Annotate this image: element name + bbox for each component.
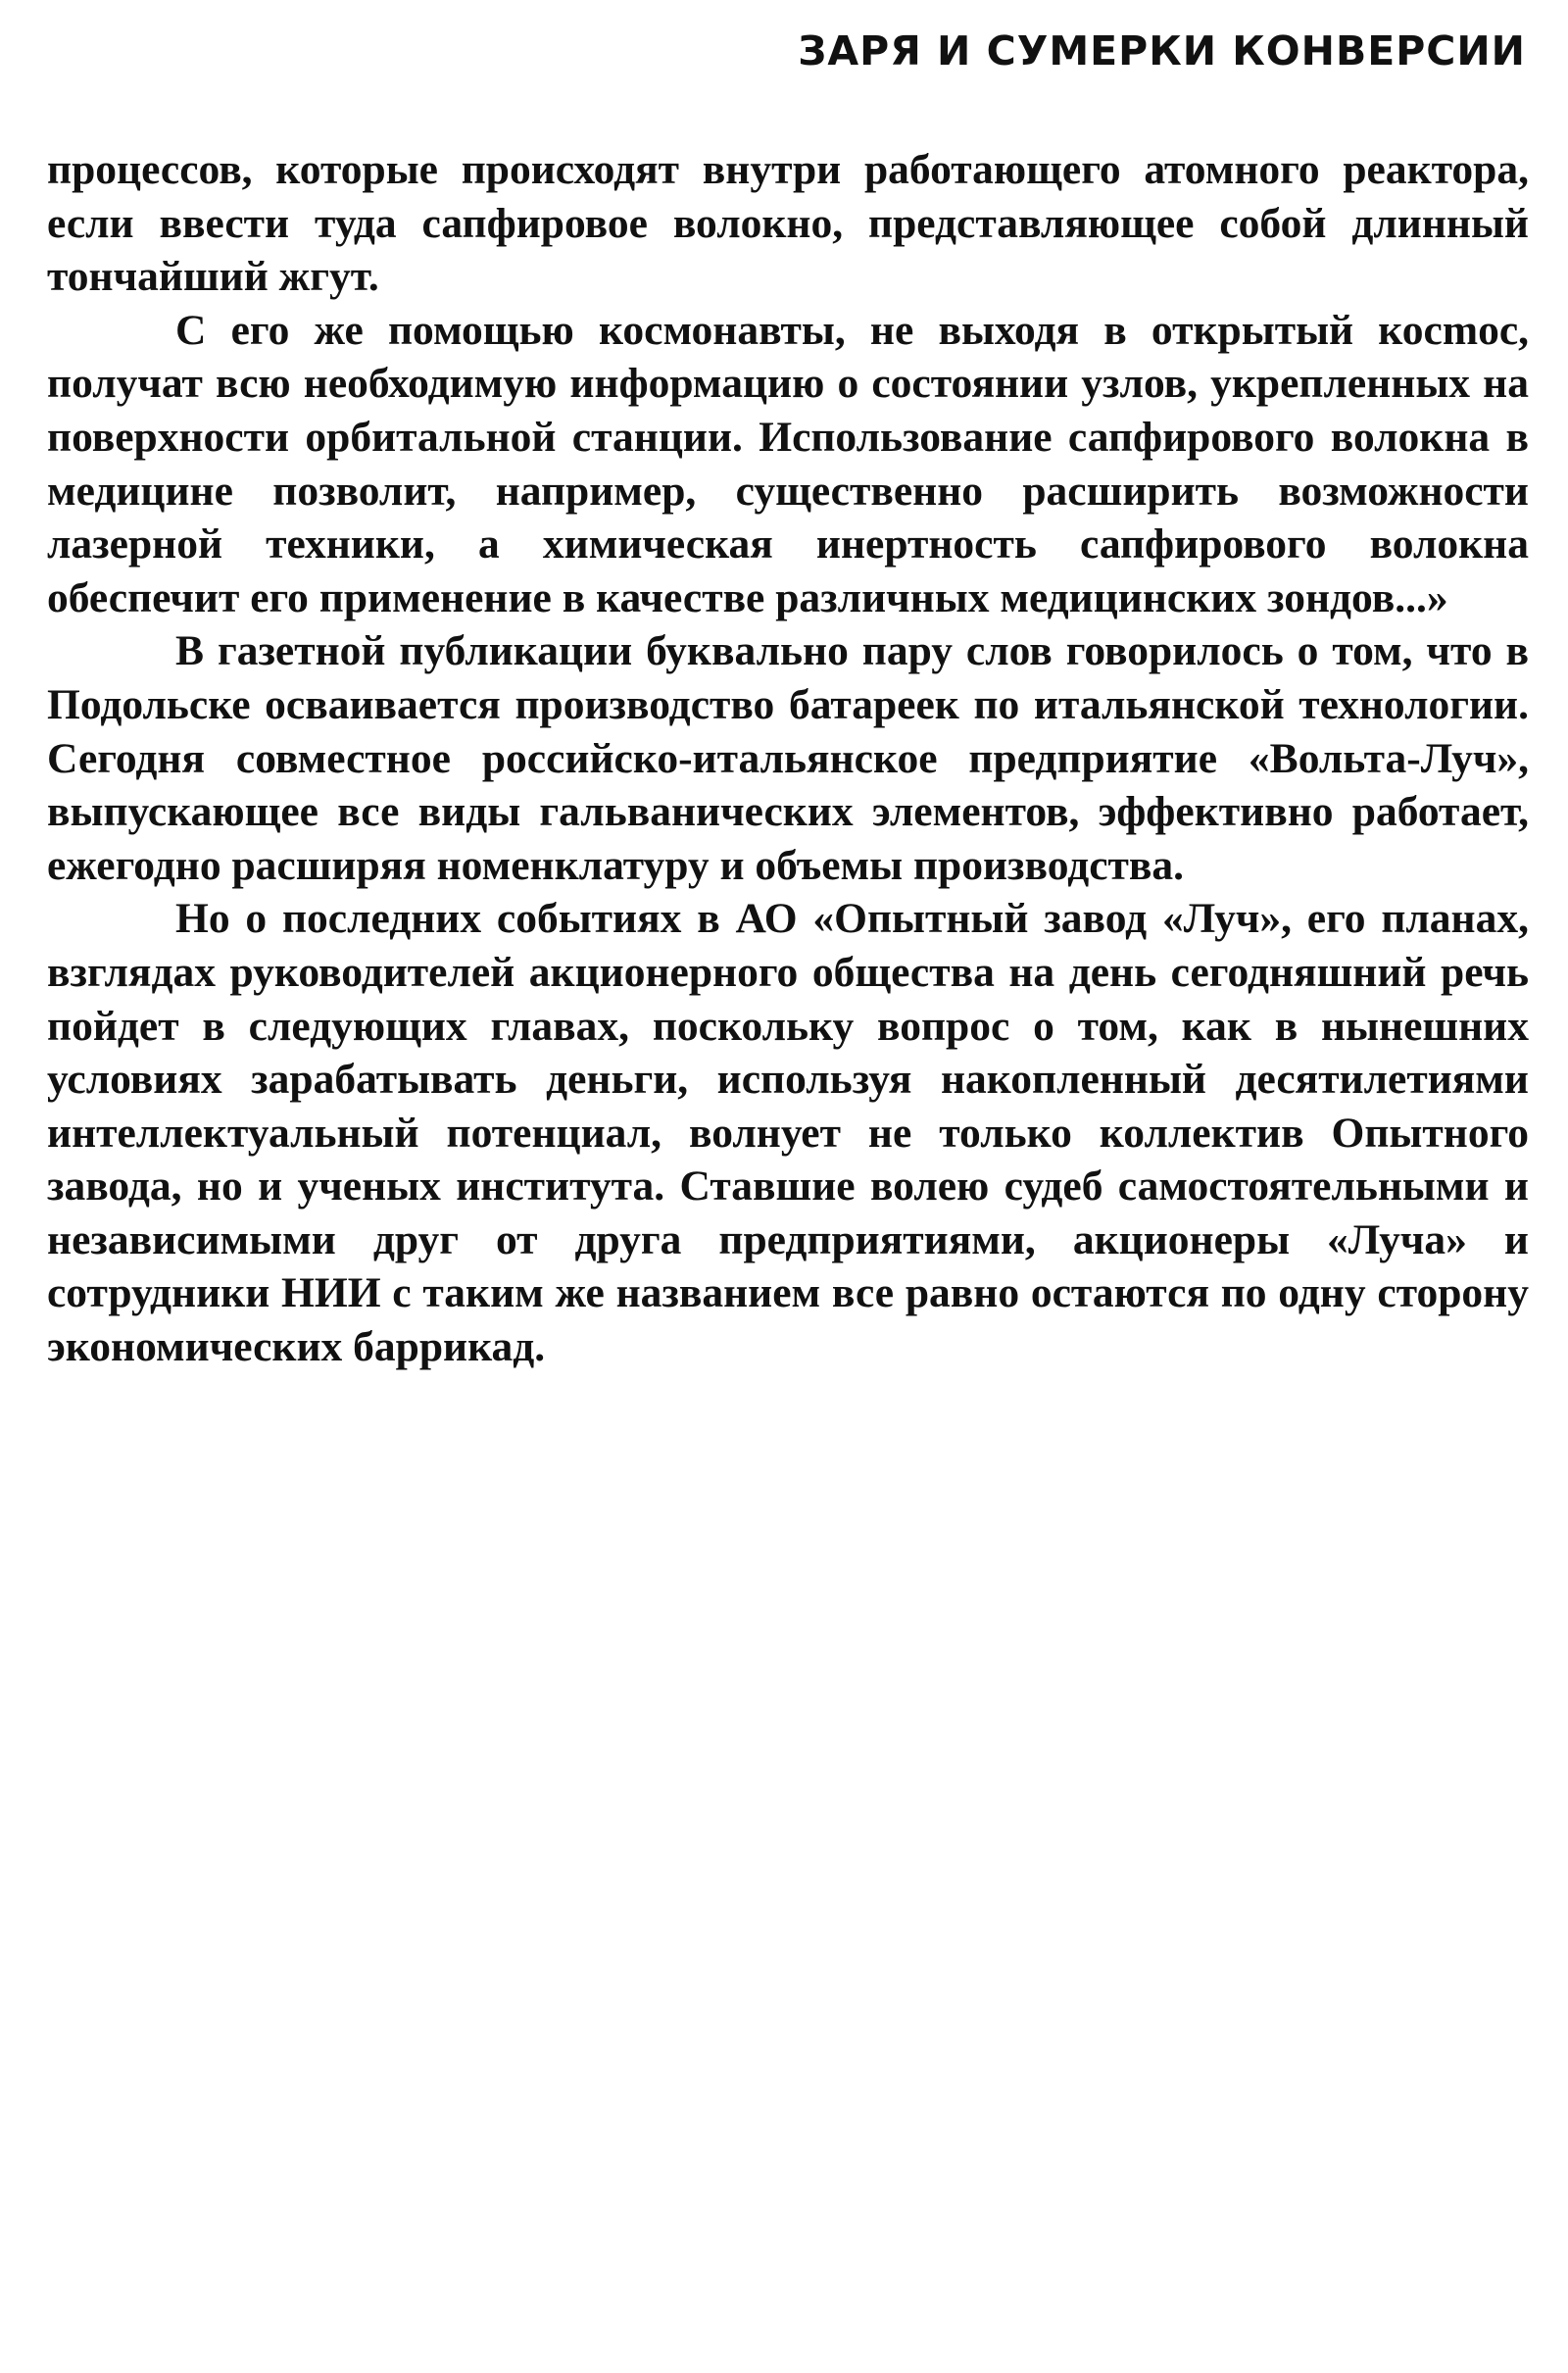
running-head-title: ЗАРЯ И СУМЕРКИ КОНВЕРСИИ	[798, 27, 1526, 74]
paragraph-sapphire-fiber: С его же помощью космонавты, не выходя в открытый косmос, получат всю необходимую информацию о состоянии узлов, укрепленных на поверхности орбитальной станции. Использование сапфирового волокна в медицине позволит, например, существенно расширить возможности лазерной техники, а химическая инертность сапфирового волокна обеспечит его применение в качестве различных медицинских зондов...»	[47, 306, 1529, 621]
paragraph-continuation: процессов, которые происходят внутри работающего атомного реактора, если ввести туда сапфировое волокно, представляющее собой длинный тончайший жгут.	[47, 146, 1529, 301]
paragraph-volta-luch: В газетной публикации буквально пару слов говорилось о том, что в Подольске осваивается производство батареек по итальянской технологии. Сегодня совместное российско-итальянское предприятие «Вольта-Луч», выпускающее все виды гальванических элементов, эффективно работает, ежегодно расширяя номенклатуру и объемы производства.	[47, 627, 1529, 889]
body-text	[47, 143, 1529, 1374]
paragraph-ao-luch: Но о последних событиях в АО «Опытный завод «Луч», его планах, взглядах руководителей акционерного общества на день сегодняшний речь пойдет в следующих главах, поскольку вопрос о том, как в нынешних условиях зарабатывать деньги, используя накопленный десятилетиями интеллектуальный потенциал, волнует не только коллектив Опытного завода, но и ученых института. Ставшие волею судеб самостоятельными и независимыми друг от друга предприятиями, акционеры «Луча» и сотрудники НИИ с таким же названием все равно остаются по одну сторону экономических баррикад.	[47, 895, 1529, 1371]
